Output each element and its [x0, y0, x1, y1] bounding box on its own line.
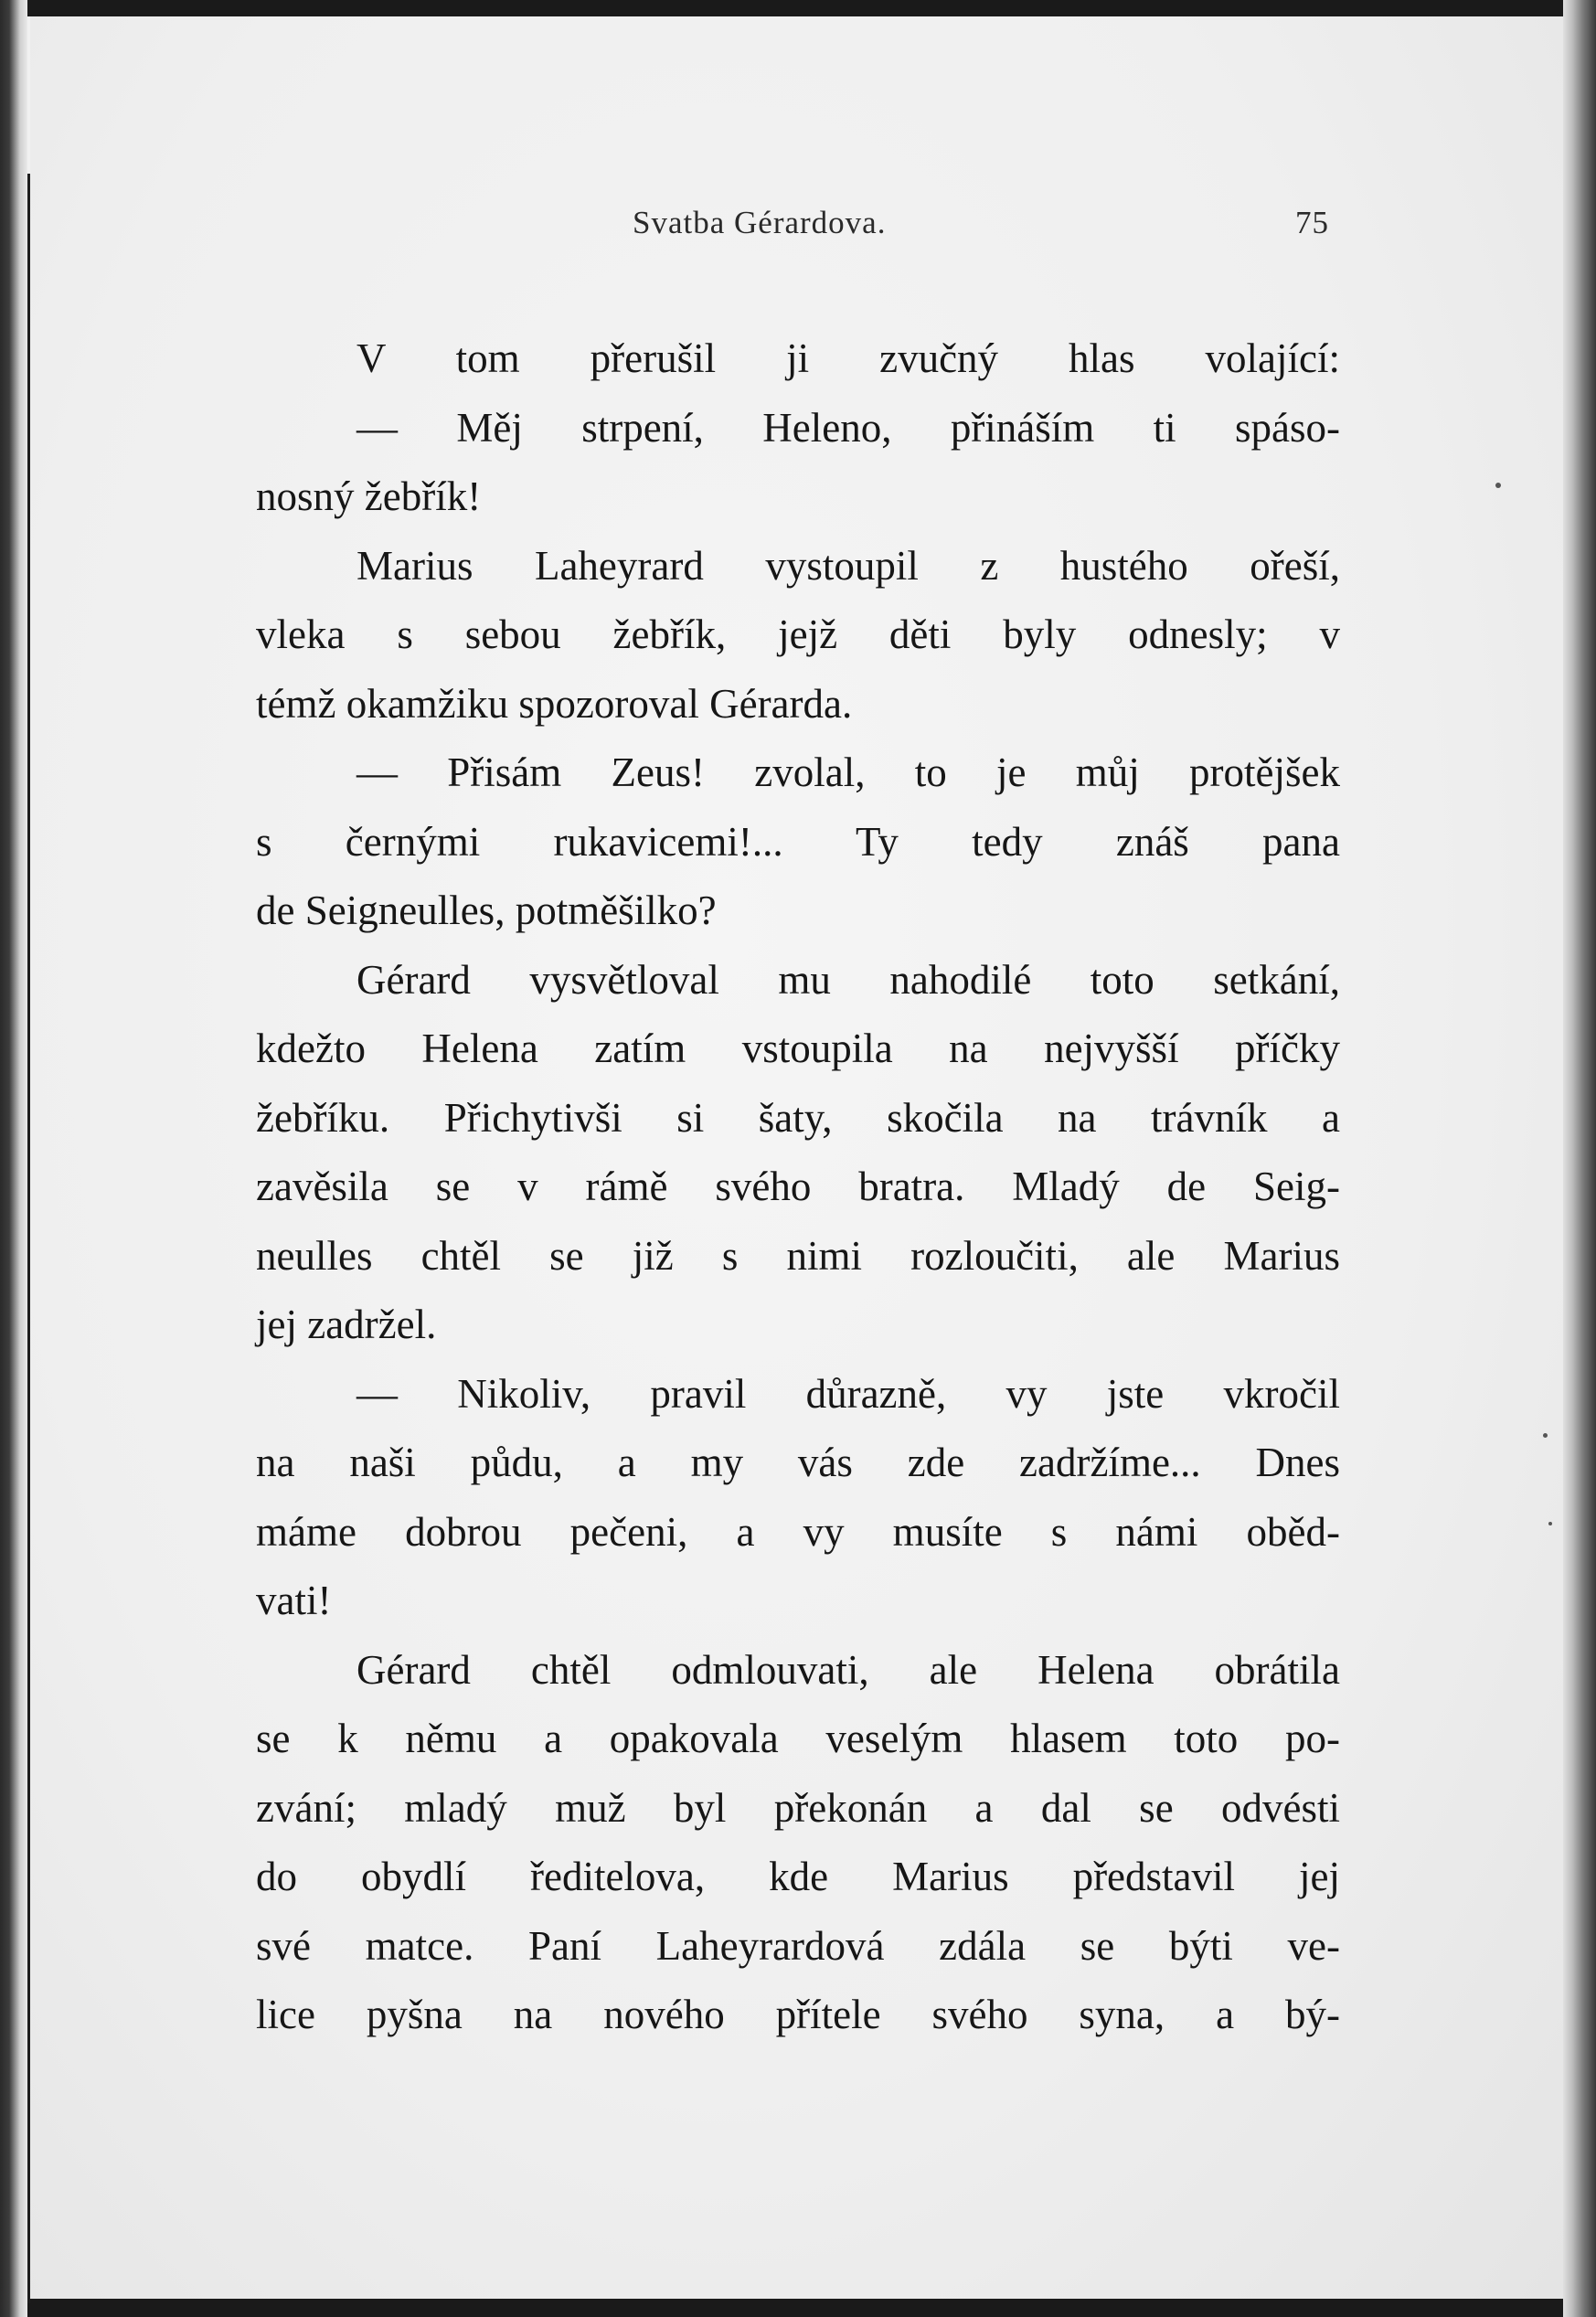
text-line: Gérard vysvětloval mu nahodilé toto setkání, [356, 956, 1340, 1003]
text-line: Gérard chtěl odmlouvati, ale Helena obrátila [356, 1646, 1340, 1693]
text-line: V tom přerušil ji zvučný hlas volající: [356, 335, 1340, 381]
text-line: kdežto Helena zatím vstoupila na nejvyšší příčky [256, 1026, 1340, 1071]
paper-speck [1548, 1522, 1552, 1525]
text-line: de Seigneulles, potměšilko? [256, 887, 717, 933]
text-line: žebříku. Přichytivši si šaty, skočila na trávník a [256, 1094, 1340, 1141]
page-number: 75 [1295, 205, 1329, 240]
running-header [0, 205, 1596, 250]
text-line: zvání; mladý muž byl překonán a dal se odvésti [256, 1784, 1340, 1831]
text-line: neulles chtěl se již s nimi rozloučiti, ale Marius [256, 1232, 1340, 1279]
text-line: vati! [256, 1578, 332, 1623]
text-line: jej zadržel. [256, 1302, 437, 1347]
text-line: — Nikoliv, pravil důrazně, vy jste vkročil [356, 1370, 1340, 1417]
text-line: zavěsila se v rámě svého bratra. Mladý de Seig- [256, 1164, 1340, 1209]
text-line: na naši půdu, a my vás zde zadržíme... Dnes [256, 1440, 1340, 1485]
body-text [256, 324, 1340, 2050]
text-line: vleka s sebou žebřík, jejž děti byly odnesly; v [256, 611, 1340, 657]
running-title: Svatba Gérardova. [633, 205, 887, 240]
binding-edge [27, 174, 30, 2303]
text-line: s černými rukavicemi!... Ty tedy znáš pana [256, 818, 1340, 865]
text-line: do obydlí ředitelova, kde Marius představil jej [256, 1854, 1340, 1899]
text-line: máme dobrou pečeni, a vy musíte s námi oběd- [256, 1508, 1340, 1555]
paper-speck [1543, 1433, 1548, 1438]
scan-border-left [0, 0, 27, 2317]
text-line: se k němu a opakovala veselým hlasem toto po- [256, 1716, 1340, 1761]
scan-border-right [1563, 0, 1596, 2317]
paper-speck [1495, 483, 1501, 488]
text-line: — Přisám Zeus! zvolal, to je můj protějšek [356, 749, 1340, 795]
text-line: témž okamžiku spozoroval Gérarda. [256, 680, 853, 727]
scan-border-top [0, 0, 1596, 16]
text-line: nosný žebřík! [256, 473, 482, 519]
text-line: své matce. Paní Laheyrardová zdála se býti ve- [256, 1922, 1340, 1969]
text-line: Marius Laheyrard vystoupil z hustého ořeší, [356, 542, 1340, 589]
text-line: lice pyšna na nového přítele svého syna, a bý- [256, 1992, 1340, 2037]
text-line: — Měj strpení, Heleno, přináším ti spáso- [356, 404, 1340, 451]
scan-border-bottom [0, 2299, 1596, 2317]
